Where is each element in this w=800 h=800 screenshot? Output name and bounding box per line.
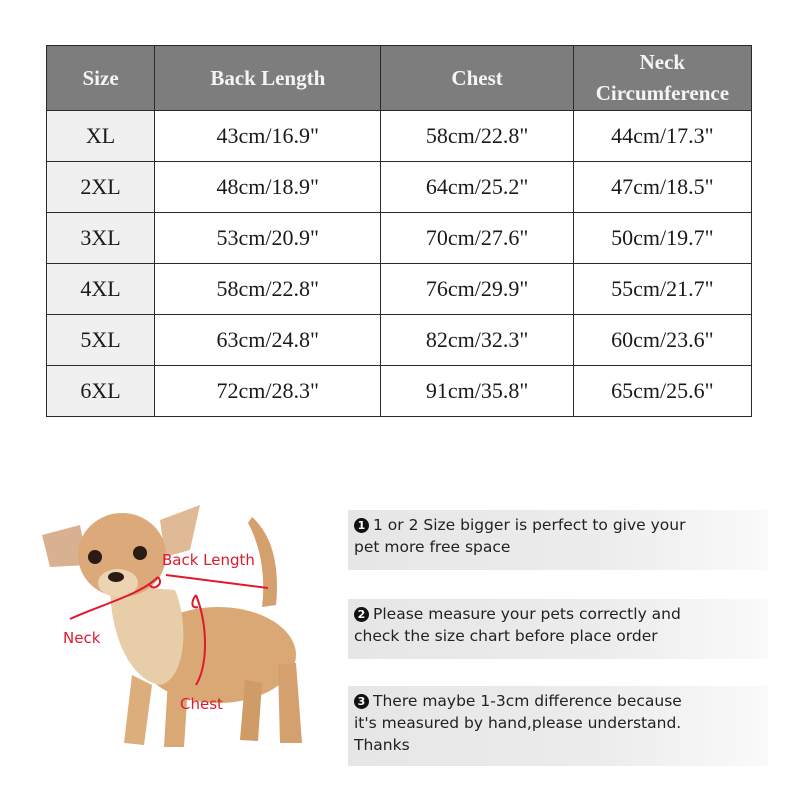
number-1-icon: 1 [354, 518, 369, 533]
chest-cell: 64cm/25.2" [381, 162, 573, 213]
table-row [47, 111, 752, 162]
chest-cell: 58cm/22.8" [381, 111, 573, 162]
dog-illustration-icon [40, 495, 340, 760]
note-3-line1: There maybe 1-3cm difference because [373, 692, 682, 710]
size-cell: XL [47, 111, 155, 162]
table-row [47, 162, 752, 213]
note-2-line1: Please measure your pets correctly and [373, 605, 681, 623]
table-row [47, 213, 752, 264]
header-neck-line1: Neck [639, 50, 686, 74]
back-length-cell: 58cm/22.8" [155, 264, 381, 315]
note-difference-advice [348, 686, 768, 766]
size-cell: 2XL [47, 162, 155, 213]
note-1-line2: pet more free space [354, 538, 511, 556]
chest-cell: 76cm/29.9" [381, 264, 573, 315]
note-size-advice [348, 510, 768, 570]
label-back-length: Back Length [162, 551, 255, 569]
header-back-length: Back Length [155, 46, 381, 111]
table-row [47, 366, 752, 417]
number-3-icon: 3 [354, 694, 369, 709]
note-3-line3: Thanks [354, 736, 410, 754]
header-size: Size [47, 46, 155, 111]
size-cell: 3XL [47, 213, 155, 264]
table-header-row [47, 46, 752, 111]
neck-cell: 55cm/21.7" [573, 264, 751, 315]
note-1-line1: 1 or 2 Size bigger is perfect to give your [373, 516, 686, 534]
size-chart-table [46, 45, 752, 417]
neck-cell: 47cm/18.5" [573, 162, 751, 213]
label-neck: Neck [63, 629, 101, 647]
header-neck-line2: Circumference [595, 81, 730, 105]
back-length-cell: 72cm/28.3" [155, 366, 381, 417]
note-2-line2: check the size chart before place order [354, 627, 658, 645]
table-row [47, 315, 752, 366]
neck-cell: 44cm/17.3" [573, 111, 751, 162]
size-cell: 4XL [47, 264, 155, 315]
note-measure-advice [348, 599, 768, 659]
dog-measurement-diagram [40, 495, 340, 760]
note-3-line2: it's measured by hand,please understand. [354, 714, 682, 732]
back-length-cell: 53cm/20.9" [155, 213, 381, 264]
label-chest: Chest [180, 695, 223, 713]
size-cell: 5XL [47, 315, 155, 366]
back-length-cell: 63cm/24.8" [155, 315, 381, 366]
header-neck-circumference [573, 46, 751, 111]
header-chest: Chest [381, 46, 573, 111]
chest-cell: 91cm/35.8" [381, 366, 573, 417]
chest-cell: 82cm/32.3" [381, 315, 573, 366]
size-cell: 6XL [47, 366, 155, 417]
chest-cell: 70cm/27.6" [381, 213, 573, 264]
neck-cell: 65cm/25.6" [573, 366, 751, 417]
neck-cell: 60cm/23.6" [573, 315, 751, 366]
table-row [47, 264, 752, 315]
back-length-cell: 48cm/18.9" [155, 162, 381, 213]
neck-cell: 50cm/19.7" [573, 213, 751, 264]
back-length-cell: 43cm/16.9" [155, 111, 381, 162]
number-2-icon: 2 [354, 607, 369, 622]
